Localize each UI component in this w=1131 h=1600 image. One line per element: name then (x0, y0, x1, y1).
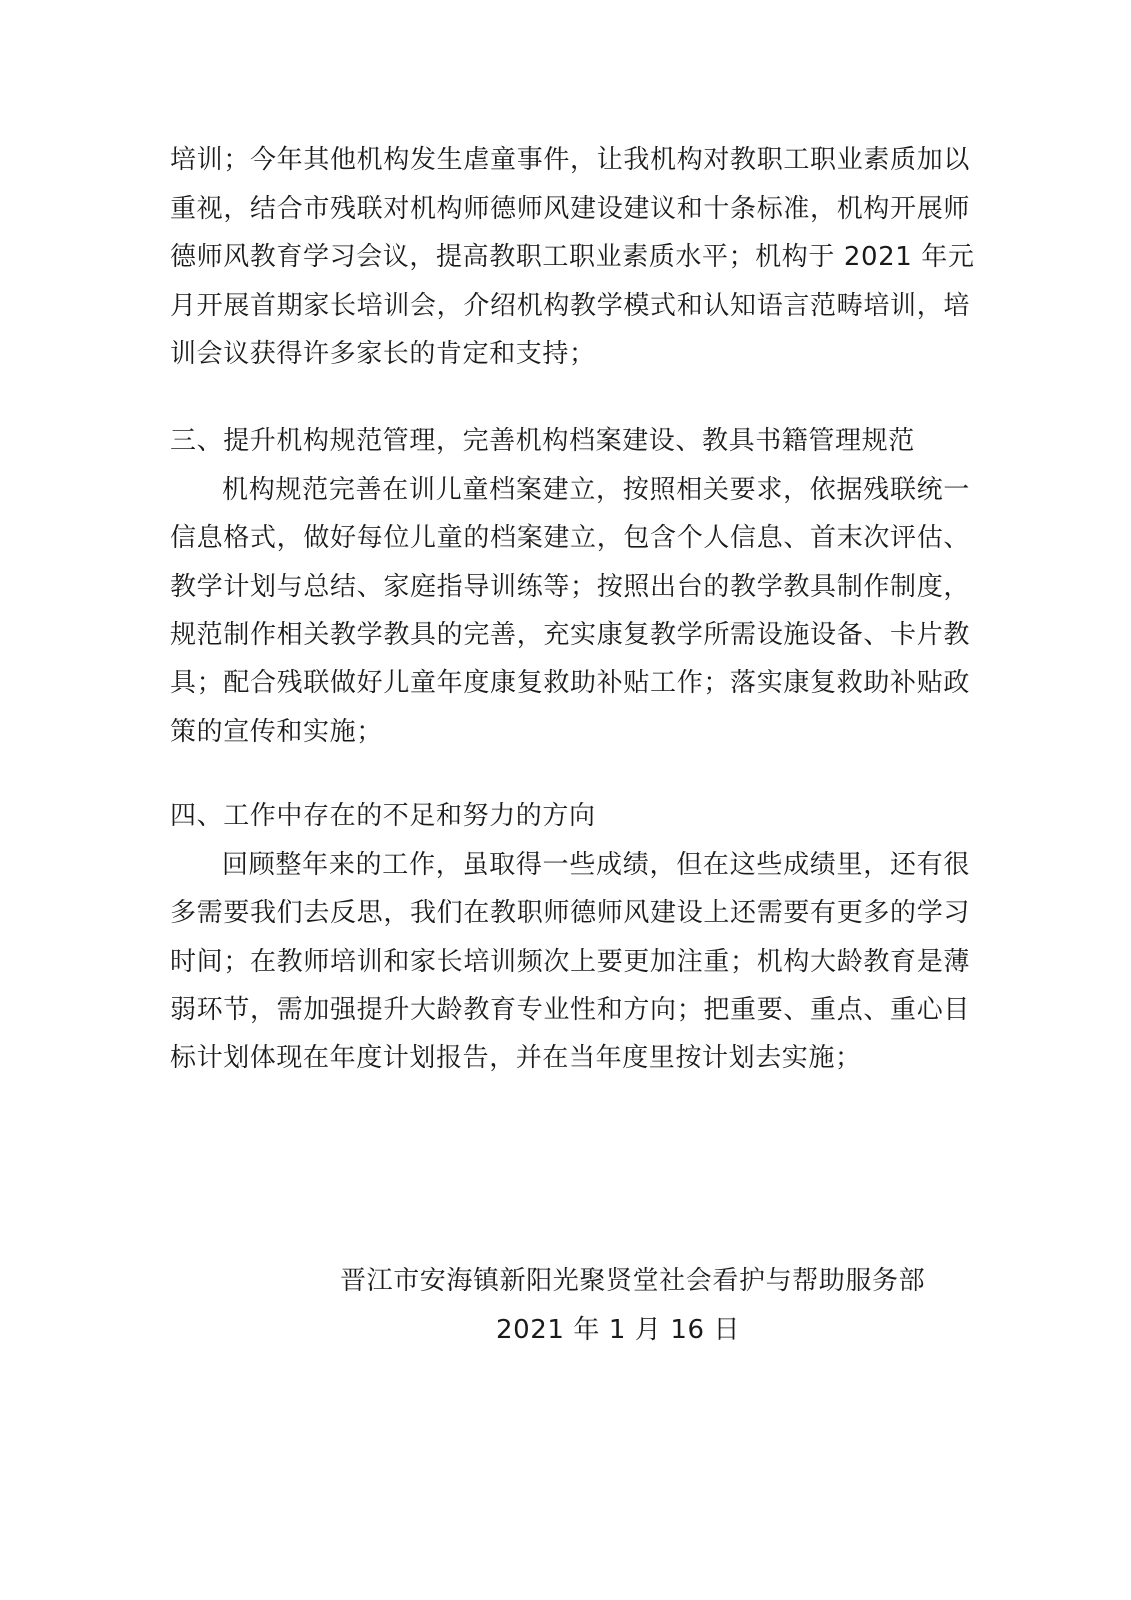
paragraph-line: 信息格式，做好每位儿童的档案建立，包含个人信息、首末次评估、 (170, 523, 970, 553)
paragraph-line: 规范制作相关教学教具的完善，充实康复教学所需设施设备、卡片教 (170, 620, 970, 650)
paragraph-line: 标计划体现在年度计划报告，并在当年度里按计划去实施； (170, 1043, 862, 1073)
paragraph-line: 培训；今年其他机构发生虐童事件，让我机构对教职工职业素质加以 (170, 145, 970, 175)
paragraph-line: 月开展首期家长培训会，介绍机构教学模式和认知语言范畴培训，培 (170, 291, 970, 321)
paragraph-line: 策的宣传和实施； (170, 717, 383, 747)
paragraph-line: 德师风教育学习会议，提高教职工职业素质水平；机构于 2021 年元 (170, 242, 975, 272)
signature-organization: 晋江市安海镇新阳光聚贤堂社会看护与帮助服务部 (340, 1266, 926, 1296)
paragraph-line: 重视，结合市残联对机构师德师风建设建议和十条标准，机构开展师 (170, 194, 970, 224)
paragraph-line: 弱环节，需加强提升大龄教育专业性和方向；把重要、重点、重心目 (170, 995, 970, 1025)
paragraph-line: 多需要我们去反思，我们在教职师德师风建设上还需要有更多的学习 (170, 898, 970, 928)
paragraph-line: 训会议获得许多家长的肯定和支持； (170, 339, 596, 369)
section-four-heading: 四、工作中存在的不足和努力的方向 (170, 801, 596, 831)
paragraph-line: 具；配合残联做好儿童年度康复救助补贴工作；落实康复救助补贴政 (170, 668, 970, 698)
signature-date: 2021 年 1 月 16 日 (496, 1315, 741, 1345)
paragraph-line: 机构规范完善在训儿童档案建立，按照相关要求，依据残联统一 (222, 475, 970, 505)
paragraph-line: 教学计划与总结、家庭指导训练等；按照出台的教学教具制作制度， (170, 572, 970, 602)
section-three-heading: 三、提升机构规范管理，完善机构档案建设、教具书籍管理规范 (170, 426, 915, 456)
paragraph-line: 时间；在教师培训和家长培训频次上要更加注重；机构大龄教育是薄 (170, 947, 970, 977)
paragraph-line: 回顾整年来的工作，虽取得一些成绩，但在这些成绩里，还有很 (222, 850, 970, 880)
